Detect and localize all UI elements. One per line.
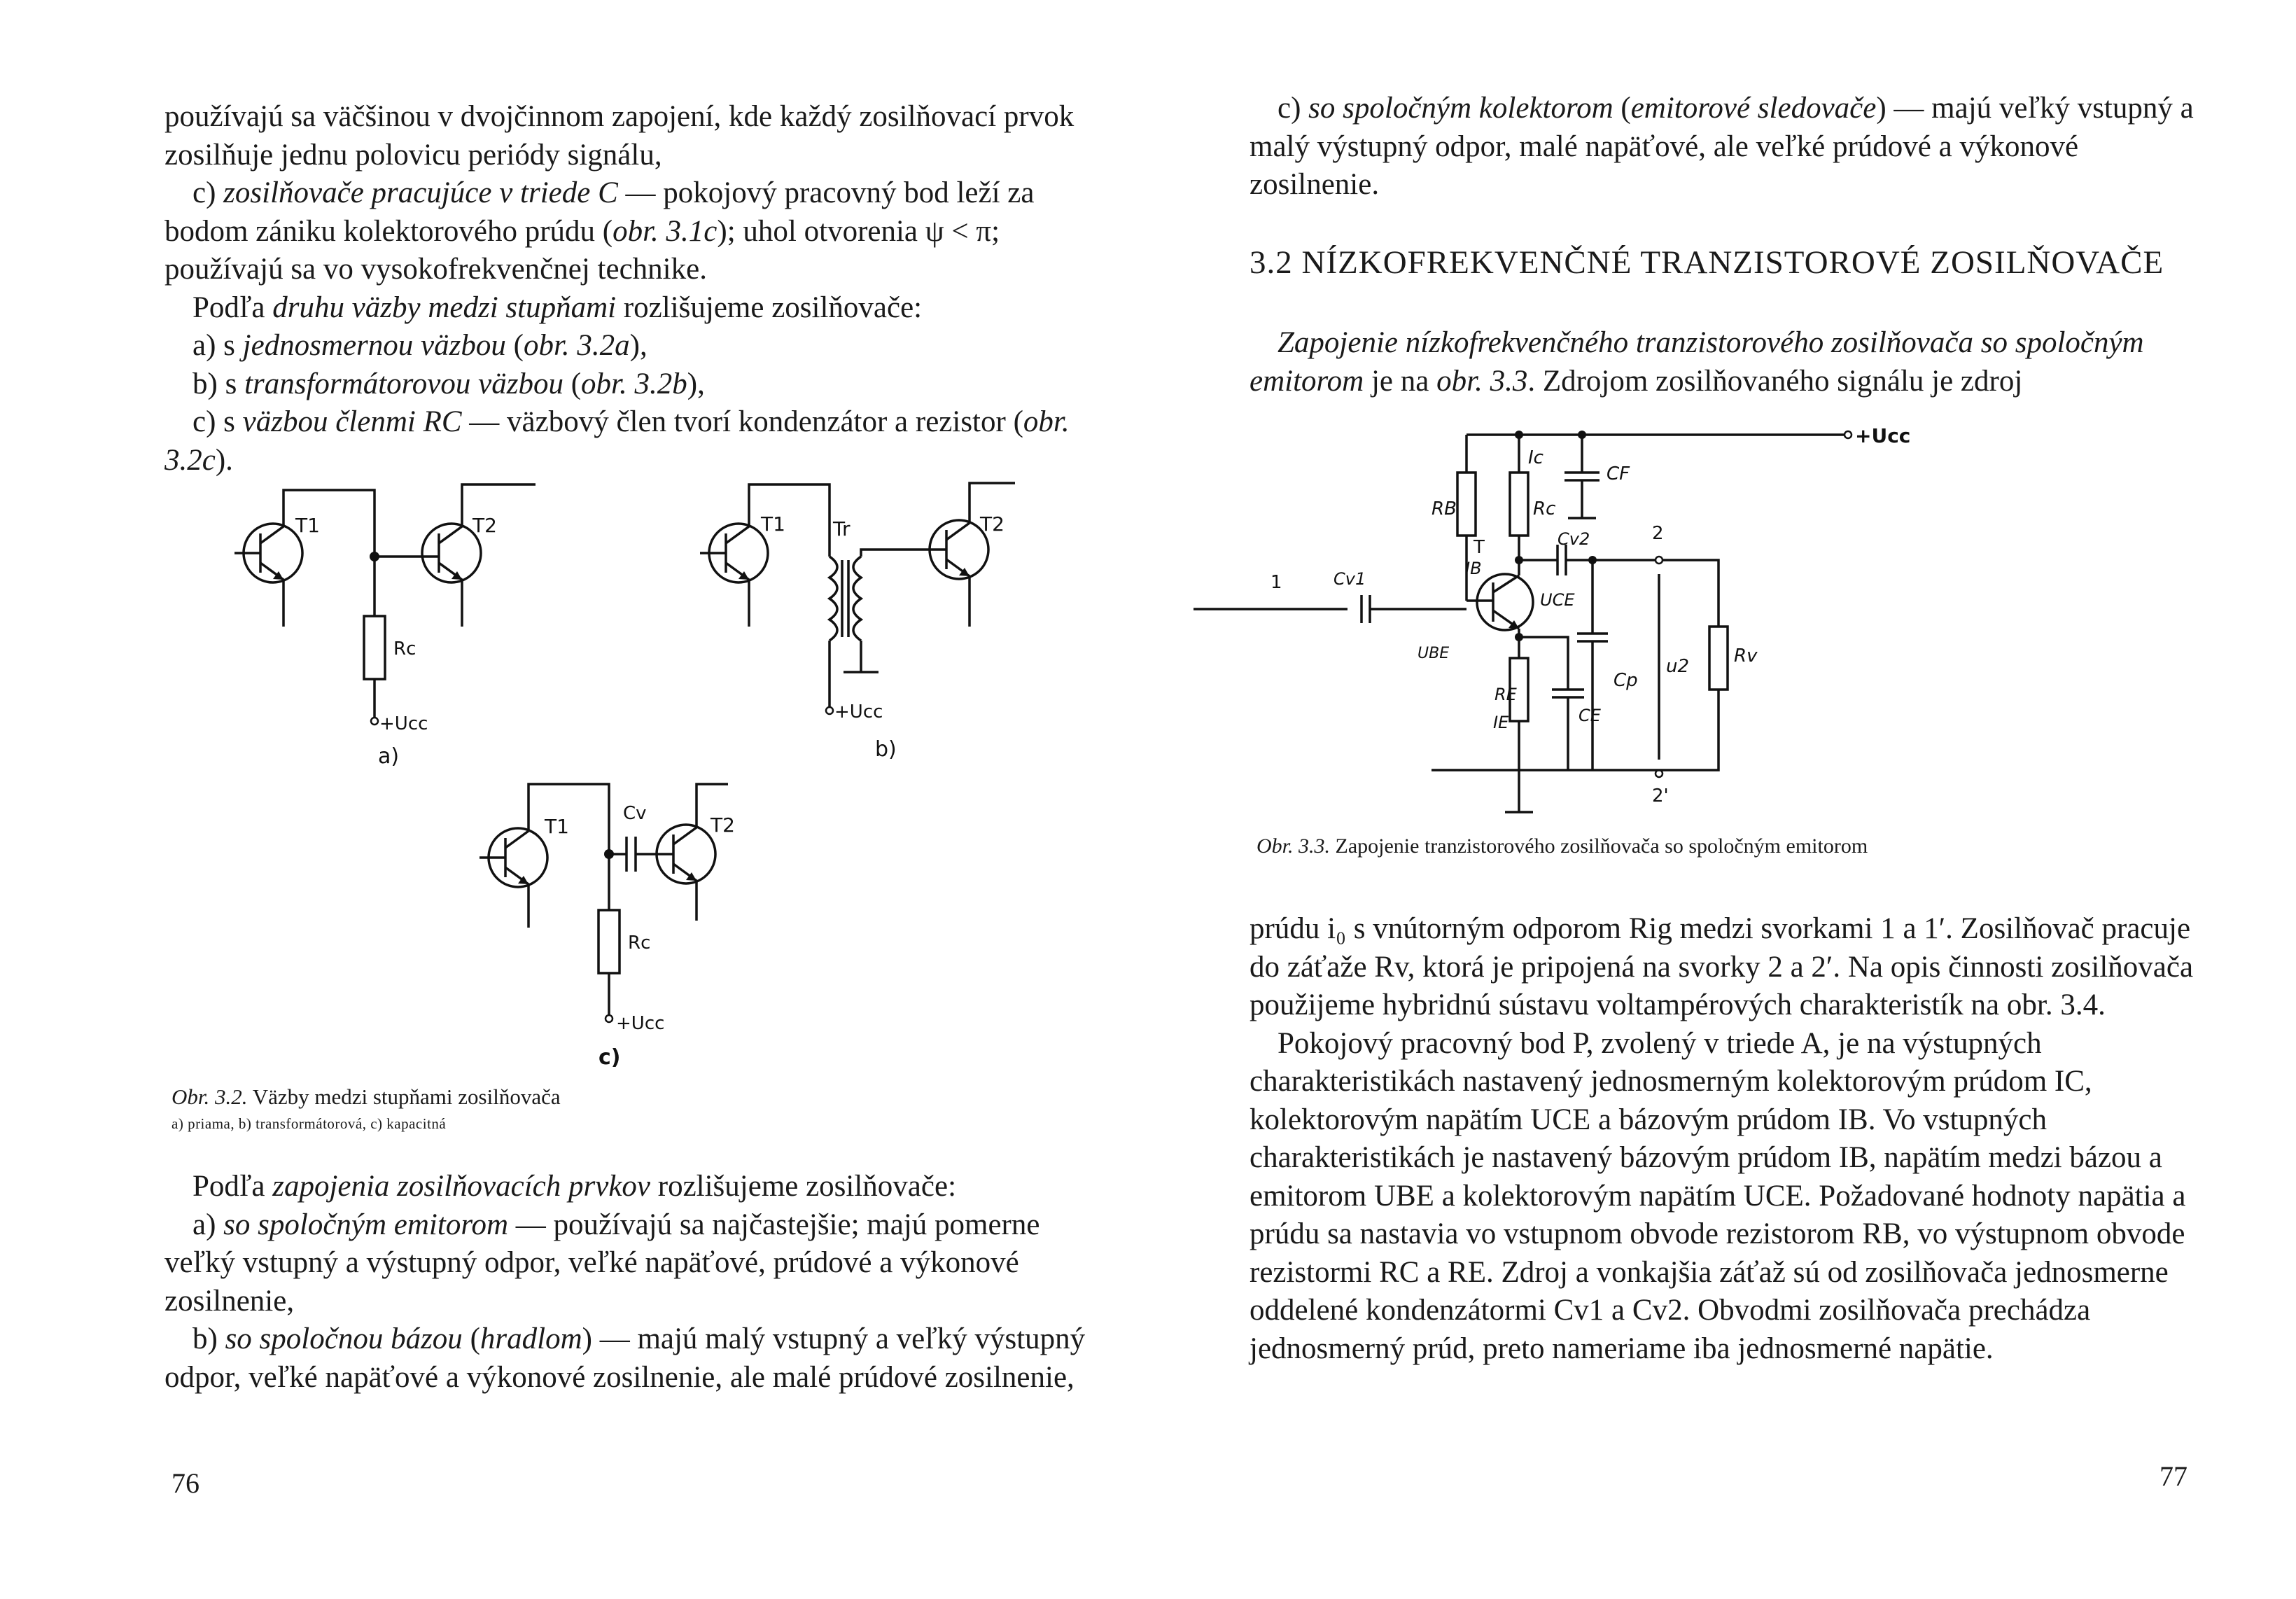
left-top-text	[164, 98, 1110, 480]
right-bottom-text	[1250, 910, 2202, 1368]
ib-label: IB	[1465, 559, 1482, 578]
node-1-label: 1	[1270, 572, 1282, 593]
paragraph: Podľa druhu väzby medzi stupňami rozlišujeme zosilňovače:	[192, 291, 923, 324]
cp-label: Cp	[1614, 670, 1638, 691]
right-top-text	[1250, 90, 2202, 204]
re-label: RE	[1494, 685, 1517, 704]
cv2-label: Cv2	[1558, 529, 1590, 549]
uce-label: UCE	[1540, 590, 1575, 610]
resistor-rc	[364, 616, 385, 679]
t2-label: T2	[472, 514, 497, 537]
paragraph: Podľa zapojenia zosilňovacích prvkov rozlišujeme zosilňovače:	[192, 1170, 957, 1203]
rv-label: Rv	[1734, 645, 1758, 666]
figure-3-2b	[682, 476, 1032, 770]
rb-label: RB	[1432, 498, 1457, 519]
figure-3-3	[1270, 420, 2090, 826]
figure-caption-3-3: Obr. 3.3. Zapojenie tranzistorového zosilňovača so spoločným emitorom	[1256, 835, 1868, 858]
resistor-rv	[1709, 627, 1728, 690]
list-item: a) s jednosmernou väzbou (obr. 3.2a),	[192, 329, 648, 362]
sub-figure-label: c)	[598, 1045, 621, 1070]
transistor-t2-symbol	[657, 825, 715, 884]
figure-3-2a	[217, 476, 567, 770]
page-number: 76	[172, 1467, 200, 1499]
transistor-t-symbol	[1466, 574, 1533, 630]
rc-label: Rc	[628, 933, 651, 954]
vcc-label: +Ucc	[1855, 424, 1911, 447]
left-bottom-text	[164, 1168, 1110, 1397]
figure-3-2c	[462, 777, 812, 1071]
cv1-label: Cv1	[1334, 569, 1366, 589]
transistor-t2-symbol	[420, 524, 481, 582]
right-page	[1148, 0, 2296, 1599]
paragraph: Pokojový pracovný bod P, zvolený v triede A, je na výstupných charakteristikách nastavený jednosmerným kolektorovým prúdom IC, kolektorovým napätím UCE a bázovým prúdom IB. Vo vstupných charakteristikách je nastavený bázovým prúdom IB, napätím medzi bázou a emitorom UBE a kolektorovým napätím UCE. Požadované hodnoty napätia a prúdu sa nastavia vo vstupnom obvode rezistorom RB, vo výstupnom obvode rezistormi RC a RE. Zdroj a vonkajšia záťaž sú od zosilňovača jednosmerne oddelené kondenzátormi Cv1 a Cv2. Obvodmi zosilňovača prechádza jednosmerný prúd, preto nameriame iba jednosmerné napätie.	[1250, 1026, 2186, 1365]
vcc-label: +Ucc	[834, 701, 883, 722]
list-item: c) so spoločným kolektorom (emitorové sledovače) — majú veľký vstupný a malý výstupný odpor, malé napäťové, ale veľké prúdové a výkonové zosilnenie.	[1250, 92, 2194, 201]
sub-figure-label: b)	[875, 737, 897, 762]
transistor-t1-symbol	[479, 828, 547, 887]
ce-label: CE	[1578, 706, 1601, 725]
vcc-label: +Ucc	[616, 1013, 665, 1034]
page-number: 77	[2160, 1460, 2188, 1492]
t2-label: T2	[710, 814, 735, 837]
sub-figure-label: a)	[378, 744, 400, 769]
capacitor-cv	[626, 837, 636, 872]
vcc-label: +Ucc	[379, 713, 428, 734]
node-2-prime-label: 2'	[1652, 785, 1669, 807]
paragraph: používajú sa väčšinou v dvojčinnom zapojení, kde každý zosilňovací prvok zosilňuje jednu polovicu periódy signálu,	[164, 100, 1074, 172]
paragraph: Zapojenie nízkofrekvenčného tranzistorového zosilňovača so spoločným emitorom je na obr. 3.3. Zdrojom zosilňovaného signálu je zdroj	[1250, 326, 2144, 398]
t1-label: T1	[761, 512, 785, 536]
ube-label: UBE	[1418, 645, 1450, 662]
cv-label: Cv	[623, 803, 647, 824]
resistor-rc	[1510, 473, 1528, 536]
resistor-rb	[1457, 473, 1476, 536]
list-item: a) so spoločným emitorom — používajú sa najčastejšie; majú pomerne veľký vstupný a výstupný odpor, veľké napäťové, prúdové a výkonové zosilnenie,	[164, 1208, 1040, 1318]
t1-label: T1	[545, 815, 569, 838]
u2-label: u2	[1666, 656, 1690, 677]
transistor-t1-symbol	[234, 524, 302, 582]
ie-label: IE	[1493, 713, 1509, 732]
rc-label: Rc	[1533, 498, 1556, 519]
t2-label: T2	[980, 512, 1004, 536]
list-item: b) s transformátorovou väzbou (obr. 3.2b),	[192, 367, 705, 400]
list-item: b) so spoločnou bázou (hradlom) — majú malý vstupný a veľký výstupný odpor, veľké napäťové a výkonové zosilnenie, ale malé prúdové zosilnenie,	[164, 1322, 1086, 1394]
paragraph: c) zosilňovače pracujúce v triede C — pokojový pracovný bod leží za bodom zániku kolektorového prúdu (obr. 3.1c); uhol otvorenia ψ < π; používajú sa vo vysokofrekvenčnej technike.	[164, 176, 1035, 286]
paragraph: prúdu i₀ s vnútorným odporom Rig medzi svorkami 1 a 1′. Zosilňovač pracuje do záťaže Rv, ktorá je pripojená na svorky 2 a 2′. Na opis činnosti zosilňovača použijeme hybridnú sústavu voltampérových charakteristík na obr. 3.4.	[1250, 912, 2194, 1021]
rc-label: Rc	[393, 638, 416, 659]
list-item: c) s väzbou členmi RC — väzbový člen tvorí kondenzátor a rezistor (obr. 3.2c).	[164, 405, 1070, 477]
right-intro-text	[1250, 324, 2202, 400]
resistor-rc	[598, 910, 620, 973]
node-2-label: 2	[1652, 523, 1664, 544]
t1-label: T1	[295, 514, 320, 537]
transistor-t1-symbol	[700, 524, 768, 582]
t-label: T	[1474, 537, 1485, 558]
cf-label: CF	[1606, 463, 1630, 484]
transformer-symbol	[830, 557, 861, 641]
figure-caption-3-2: Obr. 3.2. Väzby medzi stupňami zosilňovača a) priama, b) transformátorová, c) kapacitná	[172, 1084, 561, 1132]
tr-label: Tr	[833, 517, 850, 540]
ic-label: Ic	[1528, 447, 1544, 468]
section-heading: 3.2 NÍZKOFREKVENČNÉ TRANZISTOROVÉ ZOSILŇOVAČE	[1250, 244, 2164, 281]
